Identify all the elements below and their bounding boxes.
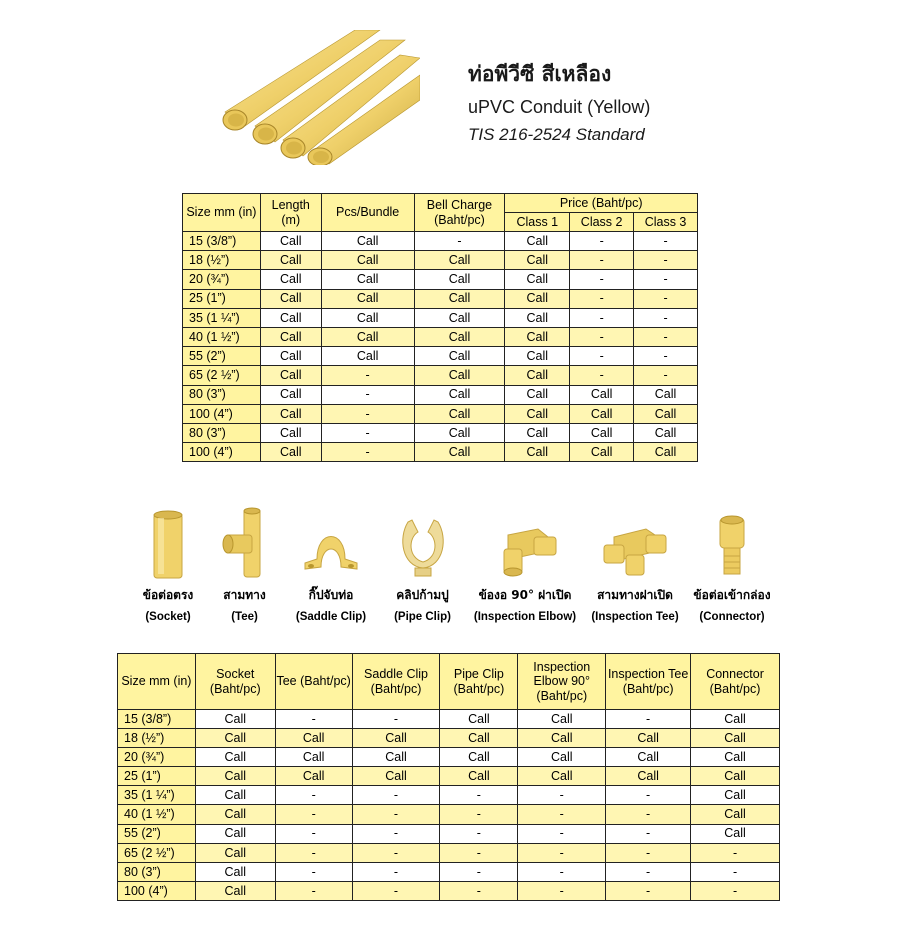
size-cell: 100 (4”) <box>183 404 261 423</box>
price-cell: Call <box>634 385 698 404</box>
price-cell: - <box>321 443 414 462</box>
price-cell: Call <box>352 748 440 767</box>
price-cell: - <box>352 881 440 900</box>
price-cell: Call <box>518 710 606 729</box>
standard-label: TIS 216-2524 Standard <box>468 125 645 144</box>
header-bell-charge: Bell Charge (Baht/pc) <box>414 194 505 232</box>
price-cell: - <box>606 862 691 881</box>
price-cell: - <box>518 805 606 824</box>
price-cell: - <box>634 232 698 251</box>
size-cell: 25 (1”) <box>183 289 261 308</box>
fitting-label-th: คลิปก้ามปู <box>396 588 449 602</box>
price-cell: Call <box>414 443 505 462</box>
price-cell: Call <box>260 308 321 327</box>
header-class-3: Class 3 <box>634 213 698 232</box>
price-cell: - <box>352 862 440 881</box>
price-cell: Call <box>195 843 275 862</box>
price-cell: Call <box>570 385 634 404</box>
price-cell: - <box>414 232 505 251</box>
price-cell: - <box>606 843 691 862</box>
fitting-label-th: กิ๊ปจับท่อ <box>308 588 354 602</box>
price-cell: Call <box>352 729 440 748</box>
price-cell: Call <box>440 729 518 748</box>
price-cell: Call <box>321 232 414 251</box>
price-cell: - <box>275 881 352 900</box>
price-cell: - <box>606 805 691 824</box>
socket-icon <box>148 510 188 582</box>
price-cell: Call <box>505 404 570 423</box>
header-class-1: Class 1 <box>505 213 570 232</box>
price-cell: - <box>570 366 634 385</box>
price-cell: Call <box>570 423 634 442</box>
price-cell: - <box>634 251 698 270</box>
price-cell: Call <box>518 729 606 748</box>
price-cell: - <box>691 862 780 881</box>
size-cell: 55 (2”) <box>118 824 196 843</box>
size-cell: 18 (½”) <box>183 251 261 270</box>
header-inspection-tee: Inspection Tee (Baht/pc) <box>606 654 691 710</box>
title-english: uPVC Conduit (Yellow) <box>468 97 651 117</box>
price-cell: Call <box>691 767 780 786</box>
price-cell: - <box>321 404 414 423</box>
price-cell: - <box>440 805 518 824</box>
conduit-table-body <box>183 232 698 462</box>
size-cell: 40 (1 ½”) <box>183 327 261 346</box>
price-cell: Call <box>195 824 275 843</box>
price-cell: - <box>634 308 698 327</box>
price-cell: - <box>440 824 518 843</box>
fitting-label-th: ข้อต่อเข้ากล่อง <box>693 588 771 602</box>
size-cell: 55 (2”) <box>183 347 261 366</box>
fitting-label-en: (Socket) <box>145 611 191 623</box>
price-cell: Call <box>260 327 321 346</box>
table-row <box>183 289 698 308</box>
price-cell: - <box>691 881 780 900</box>
size-cell: 80 (3”) <box>118 862 196 881</box>
price-cell: - <box>634 327 698 346</box>
table-row <box>118 767 780 786</box>
size-cell: 80 (3”) <box>183 385 261 404</box>
table-row <box>118 862 780 881</box>
price-cell: Call <box>321 251 414 270</box>
size-cell: 25 (1”) <box>118 767 196 786</box>
price-cell: - <box>606 881 691 900</box>
price-cell: Call <box>570 404 634 423</box>
price-cell: - <box>691 843 780 862</box>
price-cell: Call <box>260 232 321 251</box>
size-cell: 15 (3/8”) <box>183 232 261 251</box>
price-cell: Call <box>195 729 275 748</box>
size-cell: 20 (¾”) <box>118 748 196 767</box>
fitting-label-th: ข้องอ 90° ฝาเปิด <box>478 588 572 602</box>
price-cell: Call <box>275 767 352 786</box>
price-cell: - <box>275 710 352 729</box>
price-cell: Call <box>260 385 321 404</box>
saddle-clip-icon <box>299 515 363 582</box>
price-cell: Call <box>195 786 275 805</box>
price-cell: Call <box>275 748 352 767</box>
size-cell: 65 (2 ½”) <box>118 843 196 862</box>
price-cell: Call <box>275 729 352 748</box>
price-cell: Call <box>518 748 606 767</box>
fitting-label-th: สามทาง <box>223 588 266 602</box>
header-socket: Socket (Baht/pc) <box>195 654 275 710</box>
price-cell: Call <box>634 443 698 462</box>
price-cell: Call <box>414 347 505 366</box>
price-cell: - <box>518 824 606 843</box>
table-row <box>183 308 698 327</box>
price-cell: Call <box>195 862 275 881</box>
size-cell: 35 (1 ¼”) <box>118 786 196 805</box>
size-cell: 100 (4”) <box>118 881 196 900</box>
fitting-inspection-tee <box>585 515 685 623</box>
price-cell: Call <box>505 366 570 385</box>
fitting-label-en: (Saddle Clip) <box>295 611 367 623</box>
fitting-label-en: (Connector) <box>699 611 765 623</box>
fitting-price-table <box>117 653 780 901</box>
price-cell: - <box>518 862 606 881</box>
price-cell: Call <box>634 404 698 423</box>
table-row <box>118 881 780 900</box>
table-row <box>183 443 698 462</box>
price-cell: - <box>634 270 698 289</box>
price-cell: Call <box>440 710 518 729</box>
price-cell: - <box>634 347 698 366</box>
price-cell: - <box>634 366 698 385</box>
price-cell: Call <box>518 767 606 786</box>
price-cell: - <box>352 786 440 805</box>
table-row <box>183 270 698 289</box>
table-row <box>183 327 698 346</box>
table-row <box>183 423 698 442</box>
price-cell: Call <box>505 251 570 270</box>
price-cell: Call <box>691 729 780 748</box>
price-cell: Call <box>606 767 691 786</box>
price-cell: - <box>352 843 440 862</box>
table-row <box>183 404 698 423</box>
price-cell: - <box>570 308 634 327</box>
price-cell: Call <box>505 347 570 366</box>
fitting-connector <box>687 512 777 623</box>
size-cell: 15 (3/8”) <box>118 710 196 729</box>
size-cell: 40 (1 ½”) <box>118 805 196 824</box>
price-cell: Call <box>634 423 698 442</box>
fitting-label-th: สามทางฝาเปิด <box>597 588 673 602</box>
header-class-2: Class 2 <box>570 213 634 232</box>
price-cell: - <box>570 232 634 251</box>
price-cell: Call <box>606 748 691 767</box>
price-cell: Call <box>691 748 780 767</box>
price-cell: - <box>606 824 691 843</box>
header-size: Size mm (in) <box>118 654 196 710</box>
fitting-label-en: (Inspection Tee) <box>591 611 679 623</box>
price-cell: Call <box>321 270 414 289</box>
price-cell: Call <box>260 423 321 442</box>
price-cell: Call <box>414 423 505 442</box>
price-cell: Call <box>570 443 634 462</box>
price-cell: Call <box>440 748 518 767</box>
table-row <box>118 748 780 767</box>
price-cell: Call <box>195 805 275 824</box>
price-cell: Call <box>505 232 570 251</box>
price-cell: Call <box>440 767 518 786</box>
price-cell: - <box>518 843 606 862</box>
title-thai: ท่อพีวีซี สีเหลือง <box>468 62 612 86</box>
price-cell: Call <box>321 327 414 346</box>
price-cell: - <box>321 366 414 385</box>
fitting-pipe-clip <box>385 512 460 623</box>
price-cell: Call <box>352 767 440 786</box>
price-cell: Call <box>260 347 321 366</box>
price-cell: - <box>570 347 634 366</box>
price-cell: Call <box>260 404 321 423</box>
price-cell: Call <box>260 366 321 385</box>
price-cell: Call <box>195 710 275 729</box>
price-cell: - <box>440 862 518 881</box>
fitting-inspection-elbow <box>470 515 580 623</box>
price-cell: - <box>570 289 634 308</box>
table-row <box>118 710 780 729</box>
title-block <box>468 58 650 145</box>
price-cell: Call <box>414 289 505 308</box>
price-cell: Call <box>321 308 414 327</box>
size-cell: 65 (2 ½”) <box>183 366 261 385</box>
price-cell: - <box>352 805 440 824</box>
price-cell: Call <box>505 327 570 346</box>
table-row <box>183 385 698 404</box>
size-cell: 100 (4”) <box>183 443 261 462</box>
price-cell: Call <box>260 251 321 270</box>
header-saddle-clip: Saddle Clip (Baht/pc) <box>352 654 440 710</box>
price-cell: Call <box>505 423 570 442</box>
price-cell: - <box>570 270 634 289</box>
price-cell: - <box>352 710 440 729</box>
pipe-clip-icon <box>398 512 448 582</box>
price-cell: Call <box>505 443 570 462</box>
conduit-pipes-image <box>215 30 420 165</box>
price-cell: - <box>606 710 691 729</box>
inspection-elbow-icon <box>490 515 560 582</box>
conduit-price-table <box>182 193 698 462</box>
price-cell: - <box>606 786 691 805</box>
price-cell: Call <box>260 289 321 308</box>
fitting-label-en: (Inspection Elbow) <box>473 611 577 623</box>
header-tee: Tee (Baht/pc) <box>275 654 352 710</box>
table-row <box>183 251 698 270</box>
price-cell: Call <box>195 881 275 900</box>
price-cell: - <box>275 824 352 843</box>
price-cell: - <box>518 881 606 900</box>
header-pipe-clip: Pipe Clip (Baht/pc) <box>440 654 518 710</box>
size-cell: 18 (½”) <box>118 729 196 748</box>
price-cell: Call <box>195 748 275 767</box>
price-cell: Call <box>260 270 321 289</box>
fitting-saddle-clip <box>290 515 372 623</box>
price-cell: Call <box>691 786 780 805</box>
price-cell: Call <box>321 289 414 308</box>
price-cell: Call <box>691 805 780 824</box>
price-cell: Call <box>414 308 505 327</box>
price-cell: Call <box>414 404 505 423</box>
price-cell: Call <box>260 443 321 462</box>
size-cell: 80 (3”) <box>183 423 261 442</box>
price-cell: - <box>440 786 518 805</box>
price-cell: Call <box>505 308 570 327</box>
table-row <box>118 824 780 843</box>
header-length: Length (m) <box>260 194 321 232</box>
price-cell: - <box>275 786 352 805</box>
price-cell: Call <box>195 767 275 786</box>
header-connector: Connector (Baht/pc) <box>691 654 780 710</box>
price-cell: Call <box>691 710 780 729</box>
price-cell: - <box>275 843 352 862</box>
fitting-table-body <box>118 710 780 901</box>
inspection-tee-icon <box>600 515 670 582</box>
table-row <box>118 729 780 748</box>
price-cell: Call <box>606 729 691 748</box>
price-cell: Call <box>505 385 570 404</box>
price-cell: - <box>570 251 634 270</box>
price-cell: Call <box>505 289 570 308</box>
table-row <box>118 786 780 805</box>
price-cell: Call <box>414 251 505 270</box>
price-cell: - <box>321 423 414 442</box>
tee-icon <box>220 505 270 582</box>
size-cell: 20 (¾”) <box>183 270 261 289</box>
fitting-socket <box>133 510 203 623</box>
fitting-label-en: (Tee) <box>231 611 258 623</box>
price-cell: Call <box>414 327 505 346</box>
price-cell: Call <box>691 824 780 843</box>
fitting-label-en: (Pipe Clip) <box>394 611 451 623</box>
price-cell: - <box>570 327 634 346</box>
price-cell: - <box>275 862 352 881</box>
price-cell: Call <box>505 270 570 289</box>
fitting-label-th: ข้อต่อตรง <box>142 588 194 602</box>
price-cell: - <box>440 881 518 900</box>
header-inspection-elbow: Inspection Elbow 90° (Baht/pc) <box>518 654 606 710</box>
price-cell: Call <box>414 366 505 385</box>
table-row <box>118 843 780 862</box>
price-cell: - <box>275 805 352 824</box>
size-cell: 35 (1 ¼”) <box>183 308 261 327</box>
price-cell: - <box>321 385 414 404</box>
price-cell: - <box>352 824 440 843</box>
price-cell: Call <box>414 270 505 289</box>
header-price: Price (Baht/pc) <box>505 194 698 213</box>
price-cell: Call <box>321 347 414 366</box>
price-cell: Call <box>414 385 505 404</box>
table-row <box>118 805 780 824</box>
table-row <box>183 232 698 251</box>
price-cell: - <box>518 786 606 805</box>
fitting-tee <box>212 505 277 623</box>
table-row <box>183 347 698 366</box>
price-cell: - <box>440 843 518 862</box>
connector-icon <box>712 512 752 582</box>
header-size: Size mm (in) <box>183 194 261 232</box>
price-cell: - <box>634 289 698 308</box>
header-pcs-bundle: Pcs/Bundle <box>321 194 414 232</box>
table-row <box>183 366 698 385</box>
